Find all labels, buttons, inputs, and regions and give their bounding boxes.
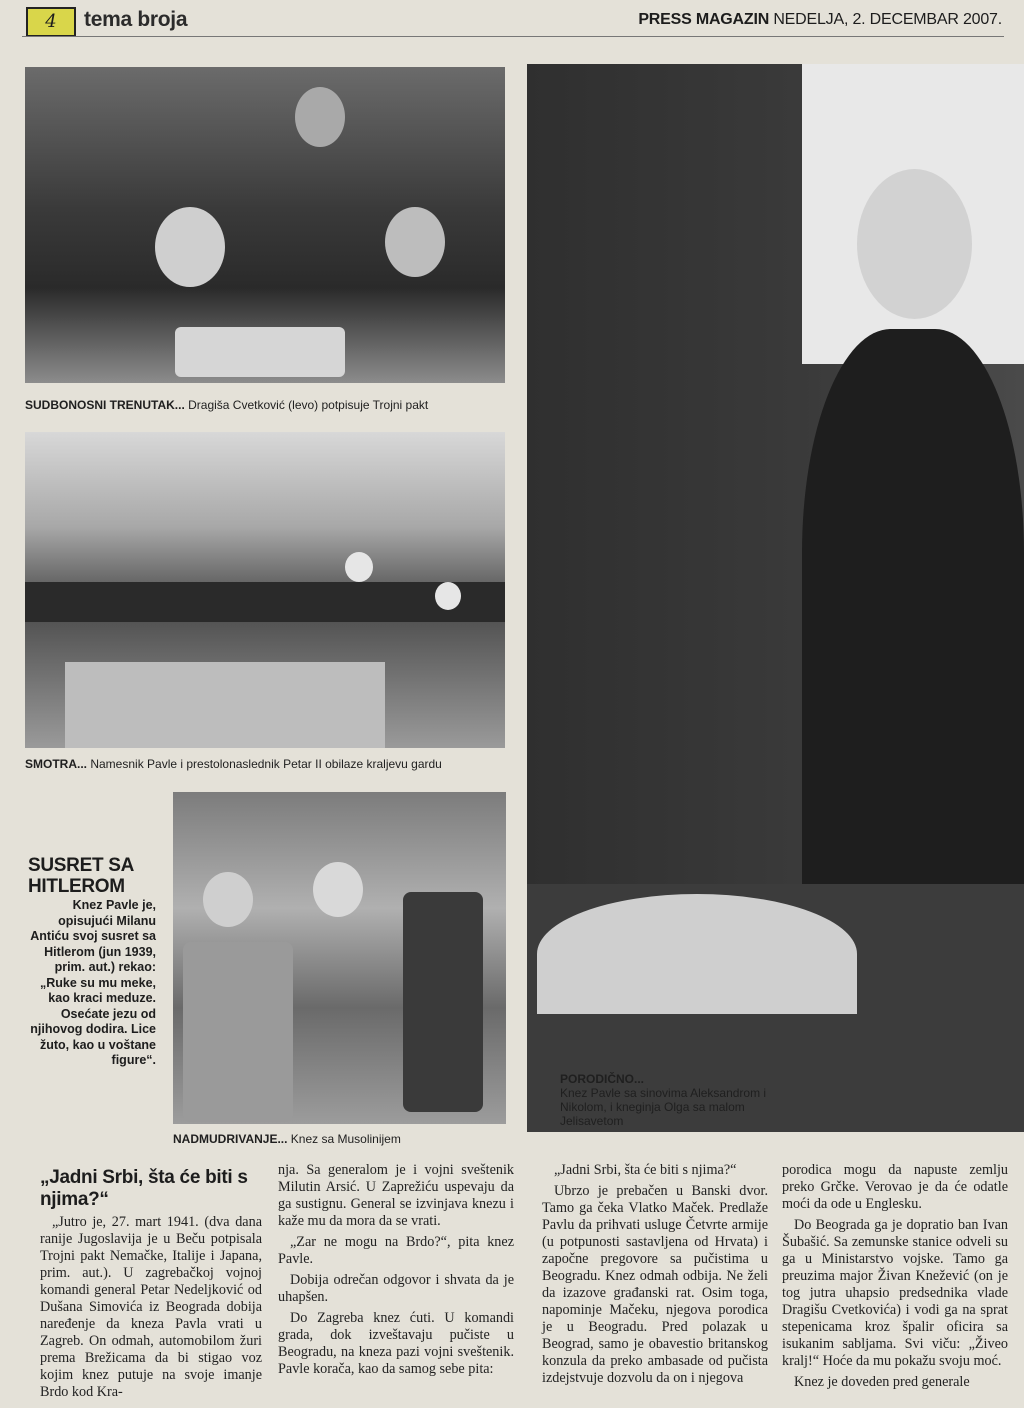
issue-date: NEDELJA, 2. DECEMBAR 2007.: [773, 11, 1002, 28]
page-number: 4: [26, 7, 76, 37]
photo-guard-review: [25, 432, 505, 748]
article-column-3: [542, 1162, 768, 1391]
article-column-4: [782, 1162, 1008, 1395]
caption-signing: SUDBONOSNI TRENUTAK... Dragiša Cvetković (levo) potpisuje Trojni pakt: [25, 398, 429, 412]
article-column-2: [278, 1162, 514, 1382]
header-rule: [22, 36, 1004, 37]
caption-family: PORODIČNO... Knez Pavle sa sinovima Aleksandrom i Nikolom, i kneginja Olga sa malom Jelisavetom: [560, 1072, 767, 1128]
section-label: tema broja: [84, 8, 188, 31]
caption-guard-review: SMOTRA... Namesnik Pavle i prestolonaslednik Petar II obilaze kraljevu gardu: [25, 757, 442, 771]
paragraph: „Jutro je, 27. mart 1941. (dva dana ranije Jugoslavija je u Beču potpisala Trojni pakt Nemačke, Italije i Japana, prim. aut.). U zagrebačkoj vojnoj komandi general Petar Nedeljković od Dušana Simovića iz Beograda dobija naređenje da kneza Pavla vrati u Zagreb. On odmah, automobilom žuri prema Brežicama da bi stigao voz kojim knez putuje na svoje imanje Brdo kod Kra-: [40, 1214, 262, 1400]
paragraph: porodica mogu da napuste zemlju preko Grčke. Verovao je da će odatle moći da ode u Englesku.: [782, 1162, 1008, 1212]
caption-mussolini: NADMUDRIVANJE... Knez sa Musolinijem: [173, 1132, 401, 1146]
masthead: [638, 11, 1002, 29]
paragraph: Knez je doveden pred generale: [794, 1374, 970, 1390]
paragraph: „Zar ne mogu na Brdo?“, pita knez Pavle.: [278, 1234, 514, 1267]
photo-portrait: [527, 64, 1024, 1132]
photo-mussolini: [173, 792, 506, 1124]
article-title: „Jadni Srbi, šta će biti s njima?“: [40, 1167, 248, 1210]
paragraph: Ubrzo je prebačen u Banski dvor. Tamo ga čeka Vlatko Maček. Predlaže Pavlu da prihvati usluge Četvrte armije (u potpunosti sastavljena od Hrvata) i započne pregovore sa pučistima u Beogradu. Knez odmah odbija. Ne želi da izazove građanski rat. Osim toga, napominje Mačeku, njegova porodica je u Beogradu. Pred polazak u Beograd, samo je obavestio britanskog konzula da preko ambasade od pučista izdejstvuje dozvolu da on i njegova: [542, 1183, 768, 1386]
paragraph: Do Zagreba knez ćuti. U komandi grada, dok izveštavaju pučiste u Beogradu, na kneza pazi vojni sveštenik. Pavle korača, kao da samog sebe pita:: [278, 1310, 514, 1377]
paragraph: „Jadni Srbi, šta će biti s njima?“: [554, 1162, 737, 1178]
photo-signing: [25, 67, 505, 383]
paragraph: nja. Sa generalom je i vojni sveštenik Milutin Arsić. U Zaprežiću uspevaju da ga sustignu. General se izvinjava knezu i kaže mu da mora da se vrati.: [278, 1162, 514, 1229]
publication-name: PRESS MAGAZIN: [638, 11, 770, 28]
sidebar-text: Knez Pavle je, opisujući Milanu Antiću svoj susret sa Hitlerom (jun 1939, prim. aut.) rekao: „Ruke su mu meke, kao kraci meduze. Osećate jezu od njihovog dodira. Lice žuto, kao u voštane figure“.: [30, 898, 156, 1067]
article-column-1: [40, 1214, 262, 1405]
paragraph: Dobija odrečan odgovor i shvata da je uhapšen.: [278, 1272, 514, 1305]
sidebar-title: SUSRET SA HITLEROM: [28, 855, 134, 897]
paragraph: Do Beograda ga je dopratio ban Ivan Šubašić. Sa zemunske stanice odveli su ga u Ministarstvo vojske. Tamo ga preuzima major Živan Knežević (on je tog jutra uhapsio predsednika vlade Dragišu Cvetkovića) i vodi ga na sprat stepenicama kroz špalir oficira sa isukanim sabljama. Svi viču: „Živeo kralj!“ Hoće da mu pokažu svoju moć.: [782, 1217, 1008, 1369]
